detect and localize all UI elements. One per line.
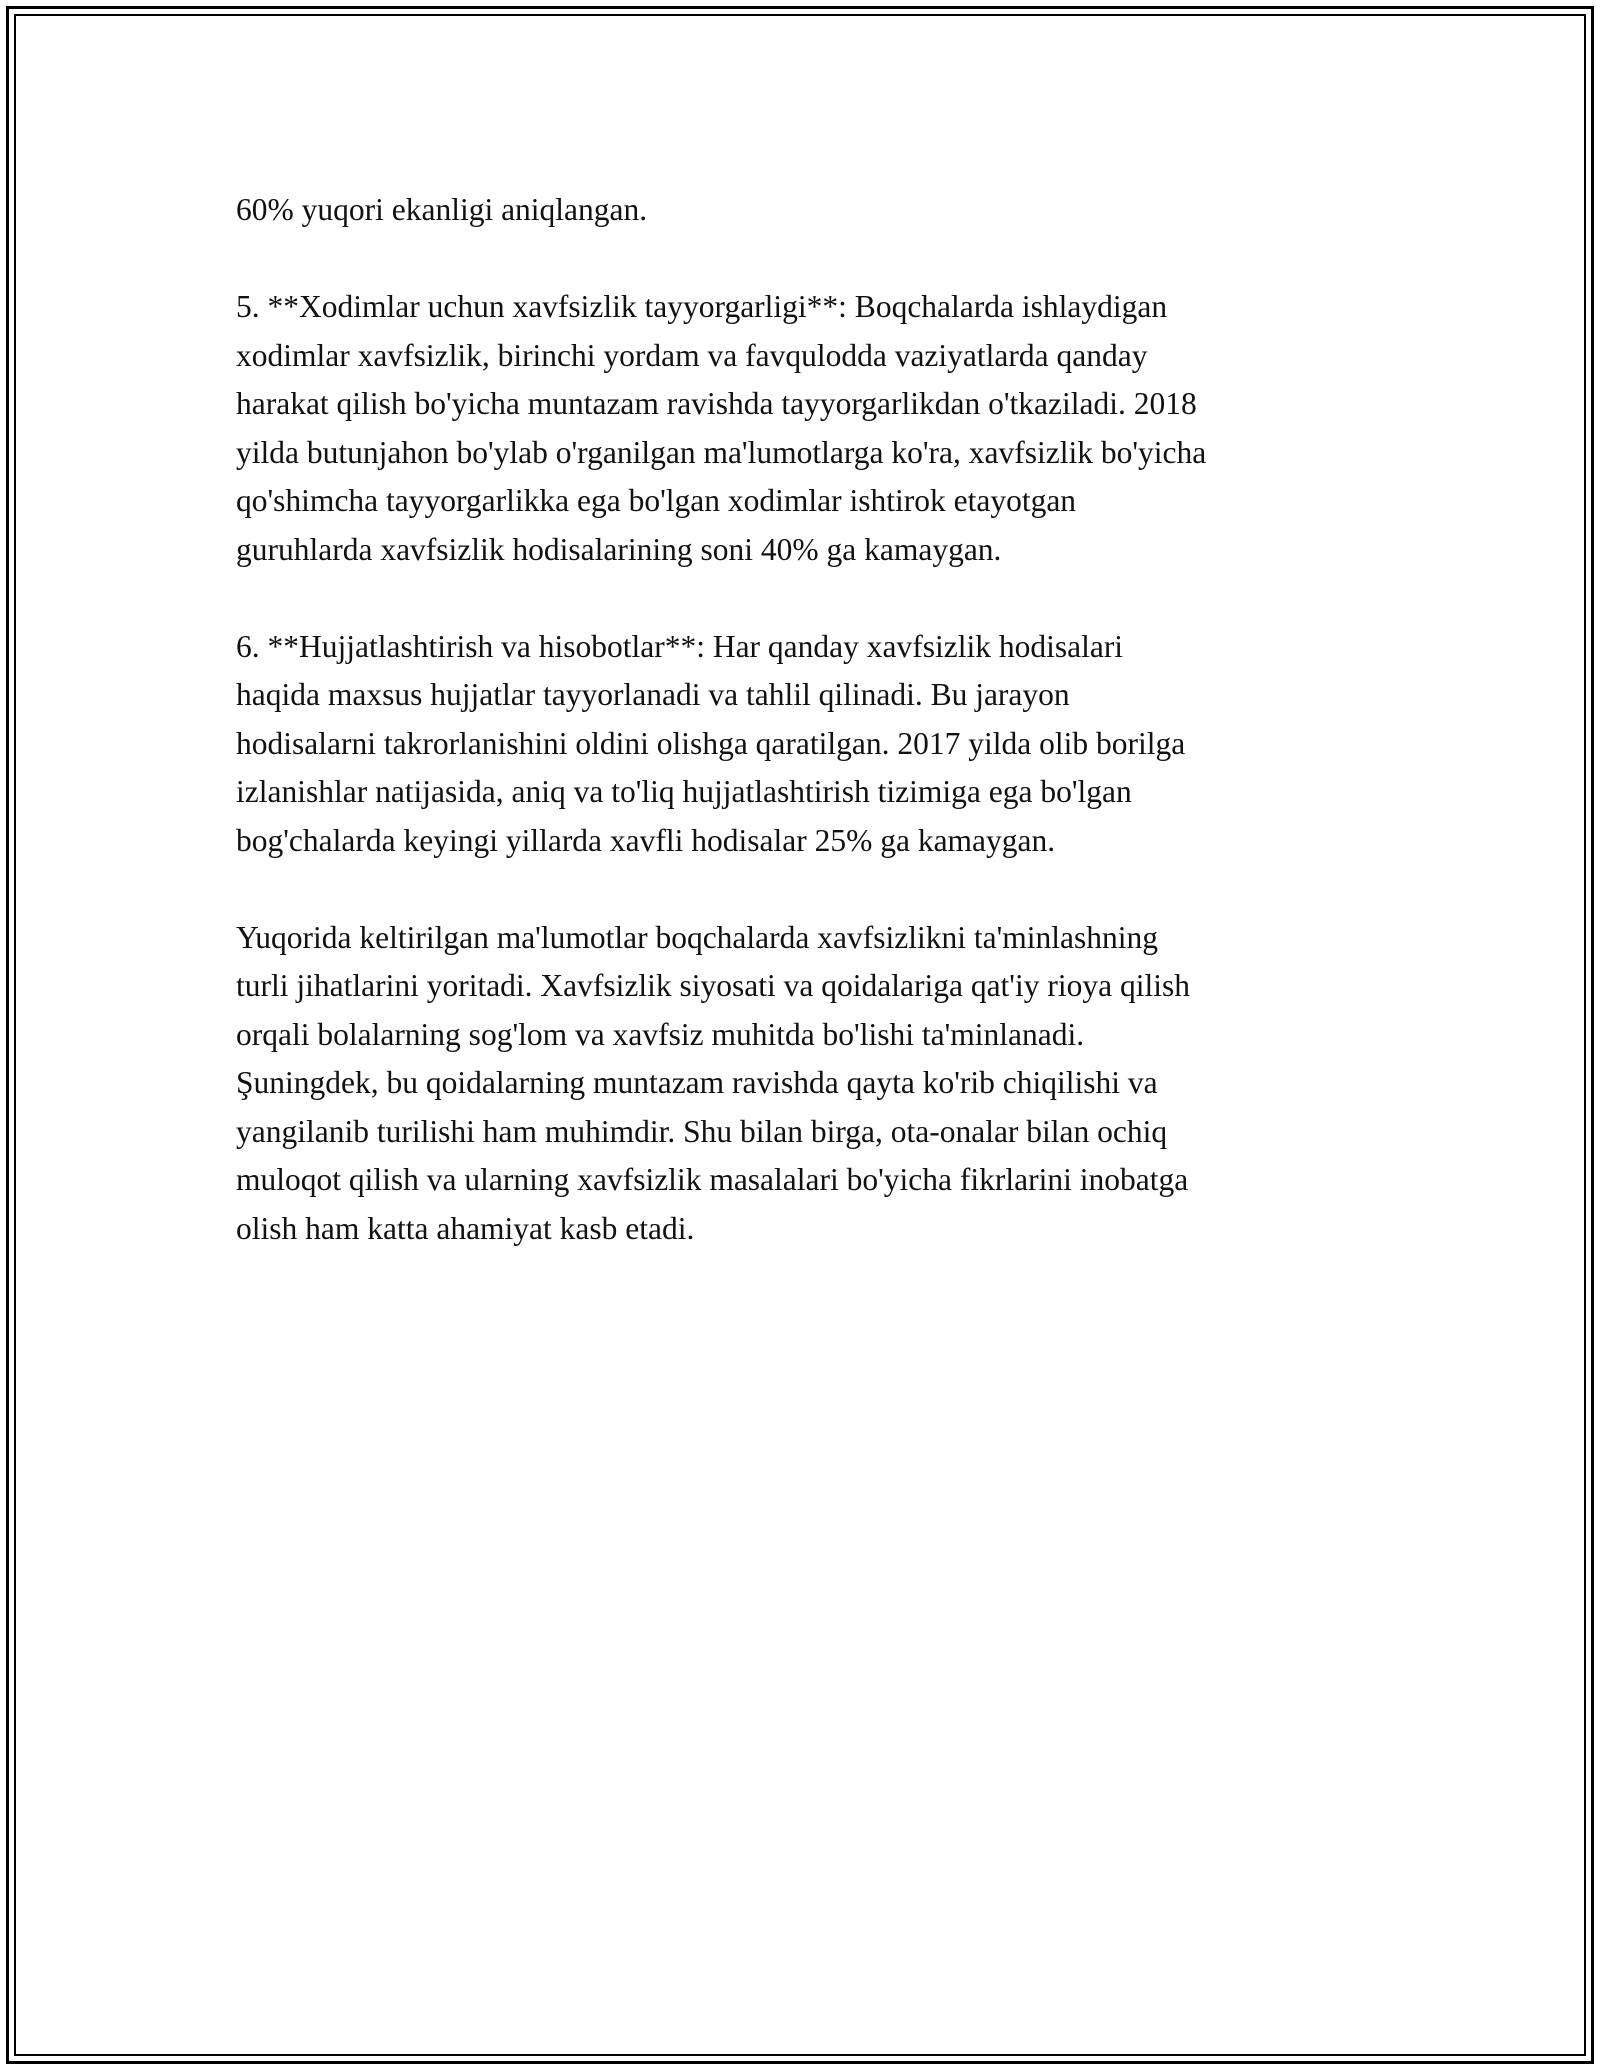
paragraph-staff-training (236, 283, 1386, 574)
text-line: yilda butunjahon bo'ylab o'rganilgan ma'lumotlarga ko'ra, xavfsizlik bo'yicha (236, 434, 1207, 470)
text-line: harakat qilish bo'yicha muntazam ravishda tayyorgarlikdan o'tkaziladi. 2018 (236, 386, 1197, 421)
text-line: 60% yuqori ekanligi aniqlangan. (236, 192, 648, 227)
text-line: turli jihatlarini yoritadi. Xavfsizlik siyosati va qoidalariga qat'iy rioya qilish (236, 968, 1190, 1003)
text-line: muloqot qilish va ularning xavfsizlik masalalari bo'yicha fikrlarini inobatga (236, 1162, 1189, 1197)
paragraph-documentation (236, 623, 1386, 866)
text-line: xodimlar xavfsizlik, birinchi yordam va favqulodda vaziyatlarda qanday (236, 337, 1148, 373)
paragraph-continuation (236, 186, 1386, 235)
text-line: Şuningdek, bu qoidalarning muntazam ravishda qayta ko'rib chiqilishi va (236, 1065, 1158, 1100)
text-line: 5. **Xodimlar uchun xavfsizlik tayyorgarligi**: Boqchalarda ishlaydigan (236, 289, 1168, 324)
text-line: 6. **Hujjatlashtirish va hisobotlar**: Har qanday xavfsizlik hodisalari (236, 628, 1124, 664)
text-line: Yuqorida keltirilgan ma'lumotlar boqchalarda xavfsizlikni ta'minlashning (236, 919, 1158, 955)
text-line: haqida maxsus hujjatlar tayyorlanadi va tahlil qilinadi. Bu jarayon (236, 677, 1070, 712)
text-line: orqali bolalarning sog'lom va xavfsiz muhitda bo'lishi ta'minlanadi. (236, 1016, 1085, 1052)
text-line: qo'shimcha tayyorgarlikka ega bo'lgan xodimlar ishtirok etayotgan (236, 483, 1077, 518)
text-line: bog'chalarda keyingi yillarda xavfli hodisalar 25% ga kamaygan. (236, 822, 1056, 858)
text-line: izlanishlar natijasida, aniq va to'liq hujjatlashtirish tizimiga ega bo'lgan (236, 774, 1132, 809)
text-line: yangilanib turilishi ham muhimdir. Shu bilan birga, ota-onalar bilan ochiq (236, 1113, 1168, 1149)
text-line: guruhlarda xavfsizlik hodisalarining soni 40% ga kamaygan. (236, 531, 1002, 567)
text-line: olish ham katta ahamiyat kasb etadi. (236, 1210, 695, 1246)
paragraph-conclusion (236, 914, 1386, 1254)
text-line: hodisalarni takrorlanishini oldini olishga qaratilgan. 2017 yilda olib borilga (236, 725, 1186, 761)
document-body (236, 186, 1386, 1302)
